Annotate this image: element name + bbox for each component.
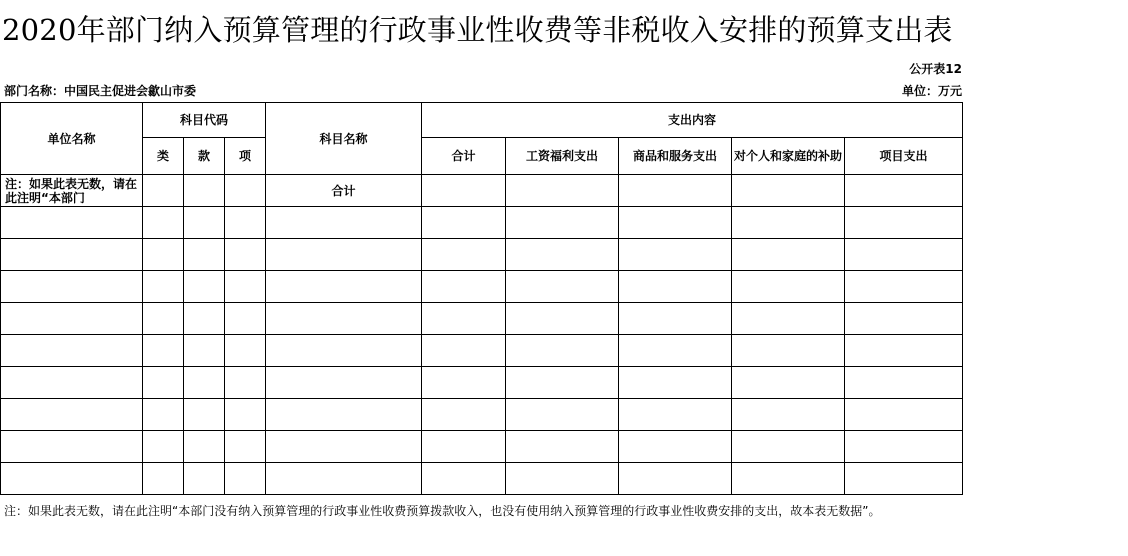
header-goods-services: 商品和服务支出: [619, 138, 732, 175]
table-row: [1, 175, 963, 207]
table-row: [1, 399, 963, 431]
header-unit-name: 单位名称: [1, 103, 143, 175]
table-row: [1, 271, 963, 303]
header-subject-code: 科目代码: [143, 103, 266, 138]
total-row-label: 合计: [266, 175, 422, 207]
table-cell: [143, 175, 184, 207]
header-individual-subsidy: 对个人和家庭的补助: [732, 138, 845, 175]
header-project-expense: 项目支出: [845, 138, 963, 175]
header-row-2: [1, 138, 963, 175]
unit-label: 单位：万元: [901, 84, 962, 98]
table-cell: [732, 175, 845, 207]
form-number: 公开表12: [909, 62, 962, 76]
budget-table: [0, 102, 963, 495]
table-cell: [506, 175, 619, 207]
table-cell: [422, 175, 506, 207]
department-name: 部门名称：中国民主促进会歙山市委: [4, 84, 197, 98]
header-kuan: 款: [184, 138, 225, 175]
footnote: 注：如果此表无数，请在此注明“本部门没有纳入预算管理的行政事业性收费预算拨款收入，也没有使用纳入预算管理的行政事业性收费安排的支出，故本表无数据”。: [4, 504, 881, 518]
table-cell: [619, 175, 732, 207]
table-row: [1, 463, 963, 495]
table-row: [1, 303, 963, 335]
header-lei: 类: [143, 138, 184, 175]
table-row: [1, 239, 963, 271]
note-cell: 注：如果此表无数，请在此注明“本部门: [1, 175, 143, 207]
table-row: [1, 431, 963, 463]
header-wages: 工资福利支出: [506, 138, 619, 175]
header-expense-content: 支出内容: [422, 103, 963, 138]
table-cell: [184, 175, 225, 207]
table-row: [1, 367, 963, 399]
header-xiang: 项: [225, 138, 266, 175]
header-subject-name: 科目名称: [266, 103, 422, 175]
table-cell: [225, 175, 266, 207]
table-cell: [845, 175, 963, 207]
table-row: [1, 207, 963, 239]
table-row: [1, 335, 963, 367]
header-total: 合计: [422, 138, 506, 175]
page-title: 2020年部门纳入预算管理的行政事业性收费等非税收入安排的预算支出表: [2, 13, 953, 47]
header-row-1: [1, 103, 963, 138]
